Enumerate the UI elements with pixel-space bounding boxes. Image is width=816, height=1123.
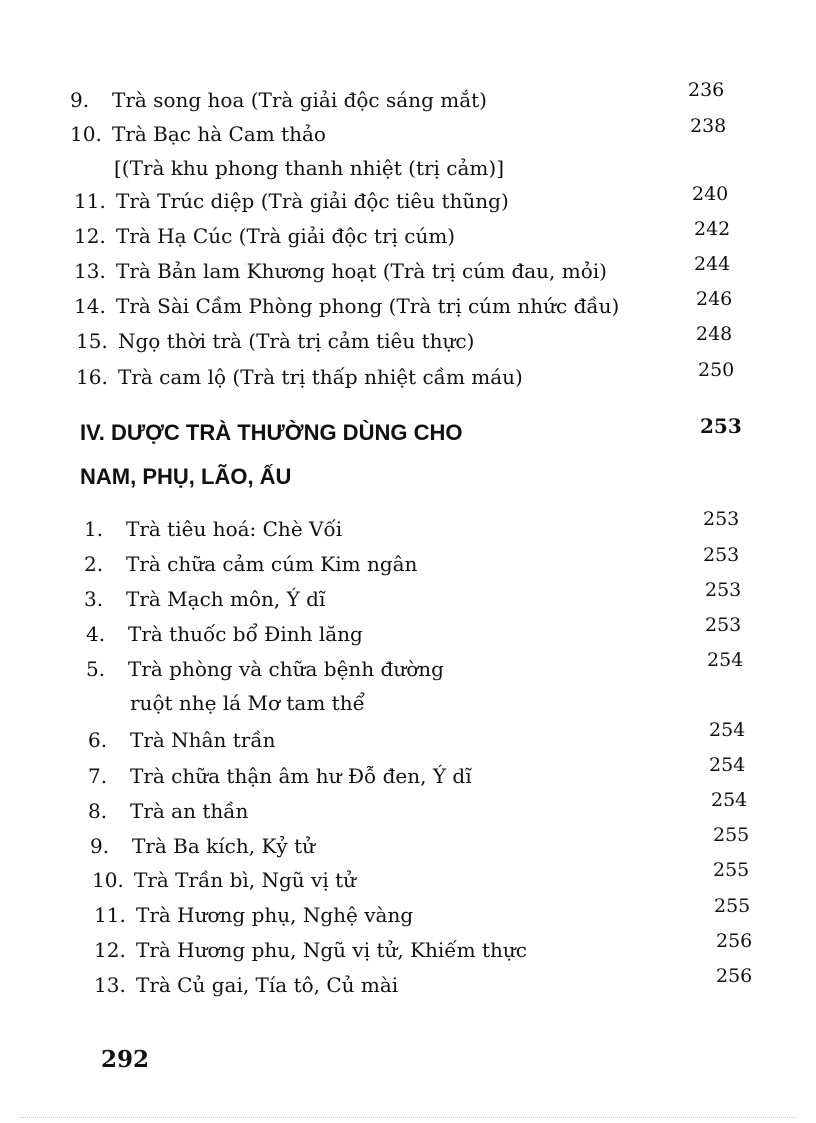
entry-title: Trà song hoa (Trà giải độc sáng mắt): [112, 88, 487, 112]
section-heading: IV. DƯỢC TRÀ THƯỜNG DÙNG CHO: [80, 420, 463, 445]
entry-title: Trà tiêu hoá: Chè Vối: [126, 517, 343, 541]
entry-page: 253: [703, 544, 740, 566]
entry-number: 12.: [74, 224, 106, 248]
entry-number: 13.: [94, 973, 126, 997]
entry-page: 240: [692, 183, 729, 205]
entry-number: 12.: [94, 938, 126, 962]
entry-page: 248: [696, 323, 733, 345]
entry-title: Trà Củ gai, Tía tô, Củ mài: [136, 973, 399, 997]
entry-number: 14.: [74, 294, 106, 318]
entry-number: 15.: [76, 329, 108, 353]
entry-number: 10.: [92, 868, 124, 892]
entry-page: 254: [709, 754, 746, 776]
entry-page: 255: [713, 824, 750, 846]
entry-page: 255: [713, 859, 750, 881]
entry-title: Trà thuốc bổ Đinh lăng: [128, 622, 363, 646]
page-number: 292: [101, 1046, 150, 1073]
entry-number: 13.: [74, 259, 106, 283]
entry-page: 253: [705, 579, 742, 601]
entry-page: 238: [690, 115, 727, 137]
entry-page: 254: [711, 789, 748, 811]
entry-number: 10.: [70, 122, 102, 146]
entry-title: Trà phòng và chữa bệnh đường: [128, 657, 444, 681]
entry-number: 5.: [86, 657, 106, 681]
entry-number: 1.: [84, 517, 104, 541]
entry-page: 242: [694, 218, 731, 240]
section-heading-page: 253: [700, 414, 742, 438]
entry-title: Trà an thần: [130, 799, 249, 823]
entry-page: 256: [716, 965, 753, 987]
entry-title: Trà Hạ Cúc (Trà giải độc trị cúm): [116, 224, 456, 248]
entry-title: Trà Mạch môn, Ý dĩ: [126, 587, 326, 611]
entry-number: 9.: [90, 834, 110, 858]
entry-title: Trà Hương phụ, Nghệ vàng: [136, 903, 414, 927]
entry-number: 4.: [86, 622, 106, 646]
entry-number: 9.: [70, 88, 90, 112]
entry-title: Trà Trúc diệp (Trà giải độc tiêu thũng): [116, 189, 509, 213]
entry-page: 250: [698, 359, 735, 381]
entry-title: [(Trà khu phong thanh nhiệt (trị cảm)]: [114, 156, 504, 180]
entry-page: 236: [688, 79, 725, 101]
bottom-divider: [20, 1117, 796, 1118]
entry-number: 11.: [74, 189, 106, 213]
entry-title: Trà Ba kích, Kỷ tử: [132, 834, 315, 858]
entry-title: Trà Nhân trần: [130, 728, 276, 752]
entry-title: Trà Hương phu, Ngũ vị tử, Khiếm thực: [136, 938, 527, 962]
entry-number: 8.: [88, 799, 108, 823]
entry-page: 254: [707, 649, 744, 671]
entry-title: Trà cam lộ (Trà trị thấp nhiệt cầm máu): [118, 365, 523, 389]
entry-title: Trà chữa cảm cúm Kim ngân: [126, 552, 418, 576]
entry-page: 256: [716, 930, 753, 952]
entry-page: 255: [714, 895, 751, 917]
entry-title: ruột nhẹ lá Mơ tam thể: [130, 691, 365, 715]
entry-page: 246: [696, 288, 733, 310]
entry-page: 254: [709, 719, 746, 741]
entry-page: 253: [703, 508, 740, 530]
entry-number: 16.: [76, 365, 108, 389]
entry-title: Trà Bản lam Khương hoạt (Trà trị cúm đau, mỏi): [116, 259, 607, 283]
entry-page: 253: [705, 614, 742, 636]
entry-number: 11.: [94, 903, 126, 927]
entry-number: 7.: [88, 764, 108, 788]
section-heading-continuation: NAM, PHỤ, LÃO, ẤU: [80, 464, 292, 489]
entry-title: Trà Bạc hà Cam thảo: [112, 122, 326, 146]
entry-title: Ngọ thời trà (Trà trị cảm tiêu thực): [118, 329, 475, 353]
entry-title: Trà Trần bì, Ngũ vị tử: [134, 868, 357, 892]
entry-page: 244: [694, 253, 731, 275]
entry-title: Trà Sài Cầm Phòng phong (Trà trị cúm nhức đầu): [116, 294, 620, 318]
entry-number: 3.: [84, 587, 104, 611]
entry-title: Trà chữa thận âm hư Đỗ đen, Ý dĩ: [130, 764, 472, 788]
entry-number: 2.: [84, 552, 104, 576]
entry-number: 6.: [88, 728, 108, 752]
